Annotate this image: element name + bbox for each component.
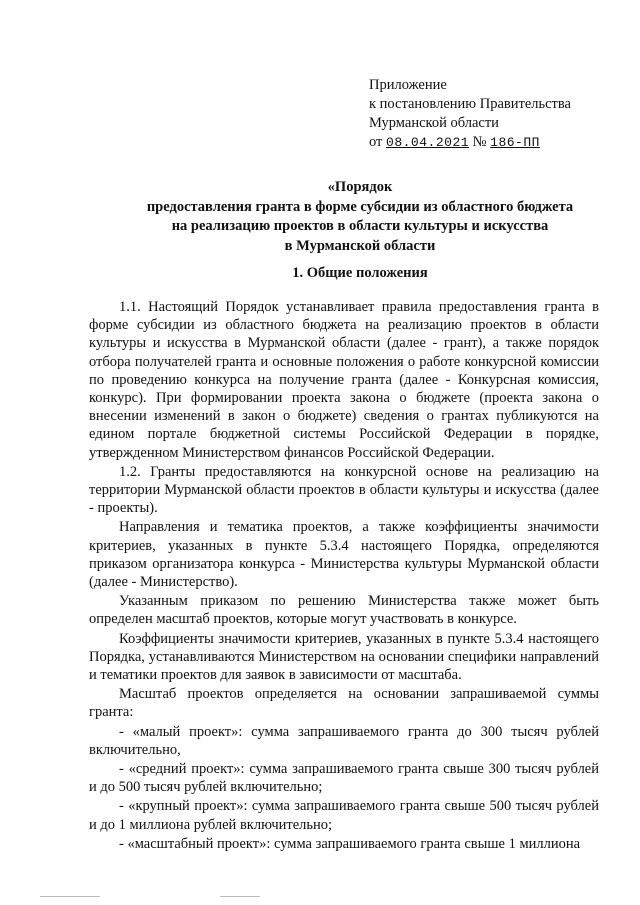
title-line-1: «Порядок bbox=[327, 179, 393, 195]
number-value: 186-ПП bbox=[490, 135, 540, 150]
document-body bbox=[89, 298, 599, 853]
document-title bbox=[60, 178, 640, 256]
appendix-label: Приложение bbox=[369, 77, 447, 93]
date-prefix: от bbox=[369, 134, 383, 150]
section-heading: 1. Общие положения bbox=[292, 265, 428, 281]
list-item: - «крупный проект»: сумма запрашиваемого гранта свыше 500 тысяч рублей и до 1 миллиона рублей включительно; bbox=[89, 798, 599, 833]
appendix-block bbox=[369, 76, 571, 152]
scan-edge-marks bbox=[40, 896, 600, 898]
list-item: - «средний проект»: сумма запрашиваемого гранта свыше 300 тысяч рублей и до 500 тысяч рублей включительно; bbox=[89, 761, 599, 796]
paragraph: Указанным приказом по решению Министерства также может быть определен масштаб проектов, которые могут участвовать в конкурсе. bbox=[89, 593, 599, 628]
list-item: - «малый проект»: сумма запрашиваемого гранта до 300 тысяч рублей включительно, bbox=[89, 723, 599, 758]
title-line-3: на реализацию проектов в области культуры и искусства bbox=[171, 218, 549, 234]
title-line-2: предоставления гранта в форме субсидии из областного бюджета bbox=[146, 198, 574, 215]
appendix-date-number bbox=[369, 133, 571, 152]
date-value: 08.04.2021 bbox=[386, 135, 470, 150]
appendix-region: Мурманской области bbox=[369, 115, 499, 131]
title-line-4: в Мурманской области bbox=[284, 237, 436, 254]
paragraph: Масштаб проектов определяется на основании запрашиваемой суммы гранта: bbox=[89, 686, 599, 721]
appendix-resolution-ref: к постановлению Правительства bbox=[369, 96, 571, 112]
list-item: - «масштабный проект»: сумма запрашиваемого гранта свыше 1 миллиона bbox=[119, 835, 581, 852]
paragraph: 1.2. Гранты предоставляются на конкурсной основе на реализацию на территории Мурманской области проектов в области культуры и искусства (далее - проекты). bbox=[89, 463, 599, 517]
paragraph: 1.1. Настоящий Порядок устанавливает правила предоставления гранта в форме субсидии из областного бюджета на реализацию проектов в области культуры и искусства в Мурманской области (далее - грант), а также порядок отбора получателей гранта и основные положения о работе конкурсной комиссии по проведению конкурса на получение гранта (далее - Конкурсная комиссия, конкурс). При формировании проекта закона о бюджете (проекта закона о внесении изменений в закон о бюджете) сведения о грантах публикуются на едином портале бюджетной системы Российской Федерации в порядке, утвержденном Министерством финансов Российской Федерации. bbox=[89, 299, 599, 461]
number-prefix: № bbox=[472, 134, 487, 150]
paragraph: Коэффициенты значимости критериев, указанных в пункте 5.3.4 настоящего Порядка, устанавливаются Министерством на основании специфики направлений и тематики проектов для заявок в зависимости от масштаба. bbox=[89, 630, 599, 684]
paragraph: Направления и тематика проектов, а также коэффициенты значимости критериев, указанных в пункте 5.3.4 настоящего Порядка, определяются приказом организатора конкурса - Министерства культуры Мурманской области (далее - Министерство). bbox=[89, 519, 599, 591]
